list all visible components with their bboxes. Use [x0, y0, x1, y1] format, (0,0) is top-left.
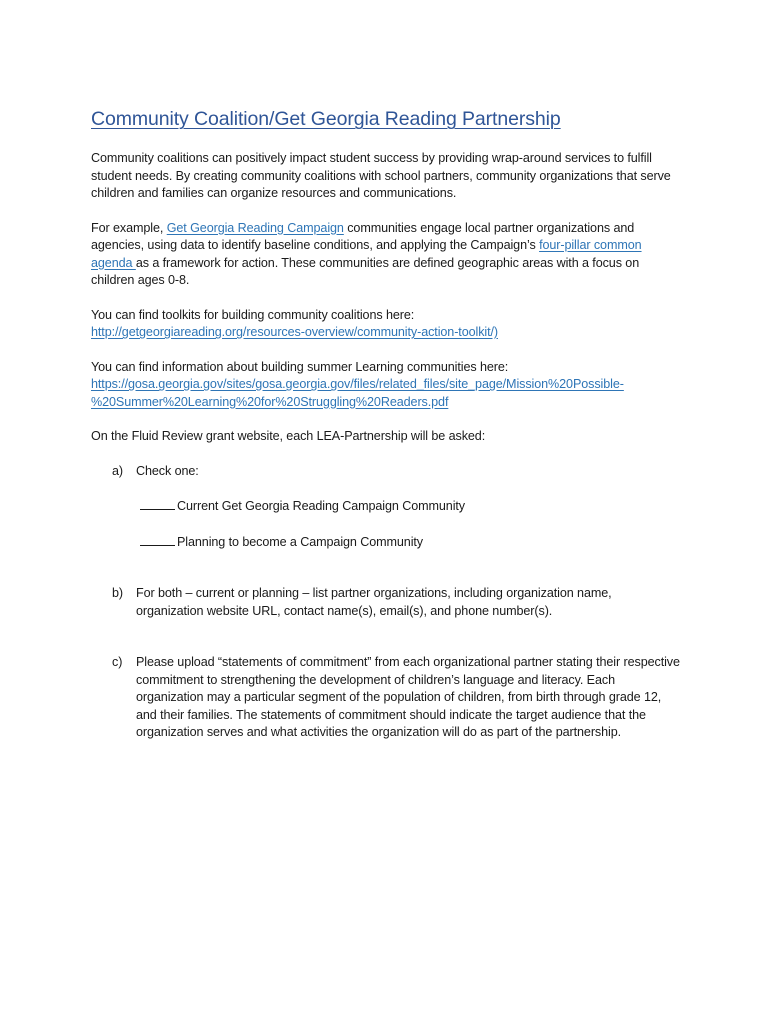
four-pillar-agenda-link[interactable]: four-pillar common agenda [91, 238, 642, 270]
mission-possible-link-part2[interactable]: %20Summer%20Learning%20for%20Struggling%20Readers.pdf [91, 394, 449, 409]
toolkit-text: You can find toolkits for building community coalitions here: [91, 307, 415, 322]
check-option-current [140, 497, 681, 516]
community-action-toolkit-link[interactable]: http://getgeorgiareading.org/resources-overview/community-action-toolkit/) [91, 325, 498, 339]
list-item-b [91, 585, 681, 620]
check-blank-current[interactable] [140, 497, 175, 510]
list-marker-b: b) [112, 586, 123, 600]
list-item-a-text: Check one: [136, 463, 199, 478]
check-blank-planning[interactable] [140, 533, 175, 546]
summer-learning-text: You can find information about building summer Learning communities here: [91, 359, 509, 374]
list-item-b-text: For both – current or planning – list partner organizations, including organization name, organization website URL, contact name(s), email(s), and phone number(s). [136, 586, 612, 618]
list-marker-c: c) [112, 655, 123, 669]
list-item-c [91, 654, 681, 742]
check-option-planning [140, 533, 681, 552]
check-option-current-label: Current Get Georgia Reading Campaign Community [177, 499, 465, 513]
intro-paragraph: Community coalitions can positively impact student success by providing wrap-around services to fulfill student needs. By creating community coalitions with school partners, community organizations that serve children and families can organize resources and communications. [91, 151, 671, 200]
fluid-review-paragraph: On the Fluid Review grant website, each LEA-Partnership will be asked: [91, 429, 486, 443]
example-paragraph [91, 220, 681, 290]
example-prefix: For example, [91, 220, 167, 235]
list-item-a [91, 463, 681, 481]
summer-learning-paragraph [91, 359, 681, 412]
check-option-planning-label: Planning to become a Campaign Community [177, 534, 424, 549]
list-item-c-text: Please upload “statements of commitment” from each organizational partner stating their respective commitment to strengthening the development of children’s language and literacy. Each organization may a particular segment of the population of children, from birth through grade 12, and their families. The statements of commitment should indicate the target audience that the organization serves and what activities the organization will do as part of the partnership. [136, 655, 680, 739]
get-georgia-reading-campaign-link[interactable]: Get Georgia Reading Campaign [166, 220, 344, 235]
document-content [91, 108, 681, 742]
list-marker-a: a) [112, 463, 123, 478]
example-middle: communities engage local partner organizations and agencies, using data to identify baseline conditions, and applying the Campaign’s [91, 220, 635, 252]
mission-possible-link-part1[interactable]: https://gosa.georgia.gov/sites/gosa.georgia.gov/files/related_files/site_page/Mission%20Possible- [91, 377, 624, 391]
toolkit-paragraph [91, 307, 681, 342]
example-suffix: as a framework for action. These communities are defined geographic areas with a focus on children ages 0-8. [91, 255, 640, 287]
page-title: Community Coalition/Get Georgia Reading Partnership [91, 108, 561, 130]
